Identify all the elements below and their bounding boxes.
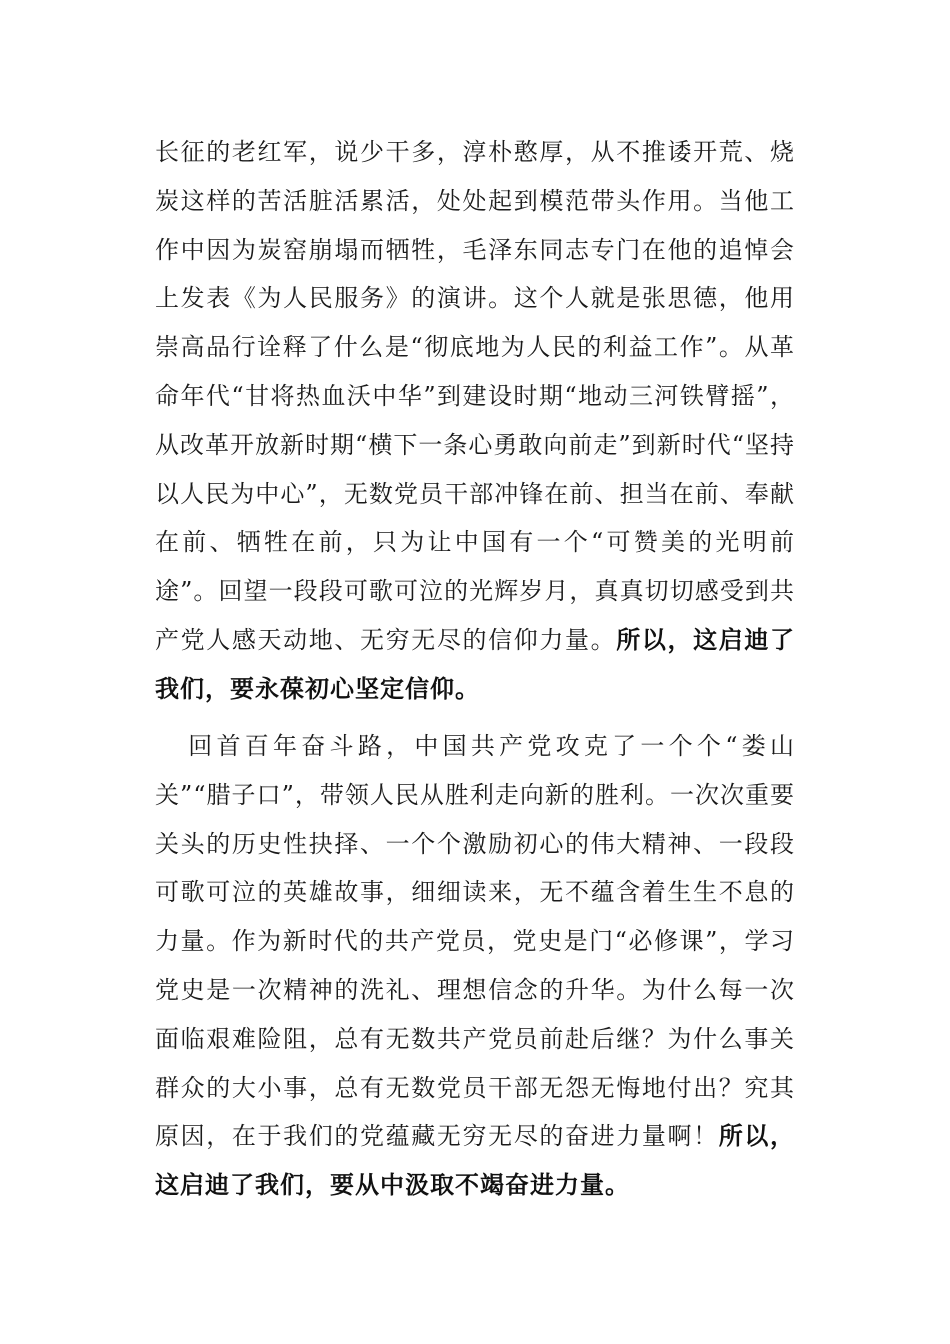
paragraph-2-body	[155, 722, 795, 1210]
paragraph-1-text: 长征的老红军，说少干多，淳朴憨厚，从不推诿开荒、烧炭这样的苦活脏活累活，处处起到模范带头作用。当他工作中因为炭窑崩塌而牺牲，毛泽东同志专门在他的追悼会上发表《为人民服务》的演讲。这个人就是张思德，他用崇高品行诠释了什么是“彻底地为人民的利益工作”。从革命年代“甘将热血沃中华”到建设时期“地动三河铁臂摇”，从改革开放新时期“横下一条心勇敢向前走”到新时代“坚持以人民为中心”，无数党员干部冲锋在前、担当在前、奉献在前、牺牲在前，只为让中国有一个“可赞美的光明前途”。回望一段段可歌可泣的光辉岁月，真真切切感受到共产党人感天动地、无穷无尽的信仰力量。	[155, 138, 795, 654]
paragraph-2-text: 回首百年奋斗路，中国共产党攻克了一个个“娄山关”“腊子口”，带领人民从胜利走向新的胜利。一次次重要关头的历史性抉择、一个个激励初心的伟大精神、一段段可歌可泣的英雄故事，细细读来，无不蕴含着生生不息的力量。作为新时代的共产党员，党史是门“必修课”，学习党史是一次精神的洗礼、理想信念的升华。为什么每一次面临艰难险阻，总有无数共产党员前赴后继？为什么事关群众的大小事，总有无数党员干部无怨无悔地付出？究其原因，在于我们的党蕴藏无穷无尽的奋进力量啊！	[155, 732, 795, 1151]
paragraph-2-conclusion: 所以，这启迪了我们，要从中汲取不竭奋进力量。	[155, 1122, 795, 1200]
paragraph-1	[155, 128, 795, 714]
paragraph-1-conclusion: 所以，这启迪了我们，要永葆初心坚定信仰。	[155, 625, 795, 703]
paragraph-2	[155, 722, 795, 1210]
paragraph-1-body	[155, 128, 795, 714]
